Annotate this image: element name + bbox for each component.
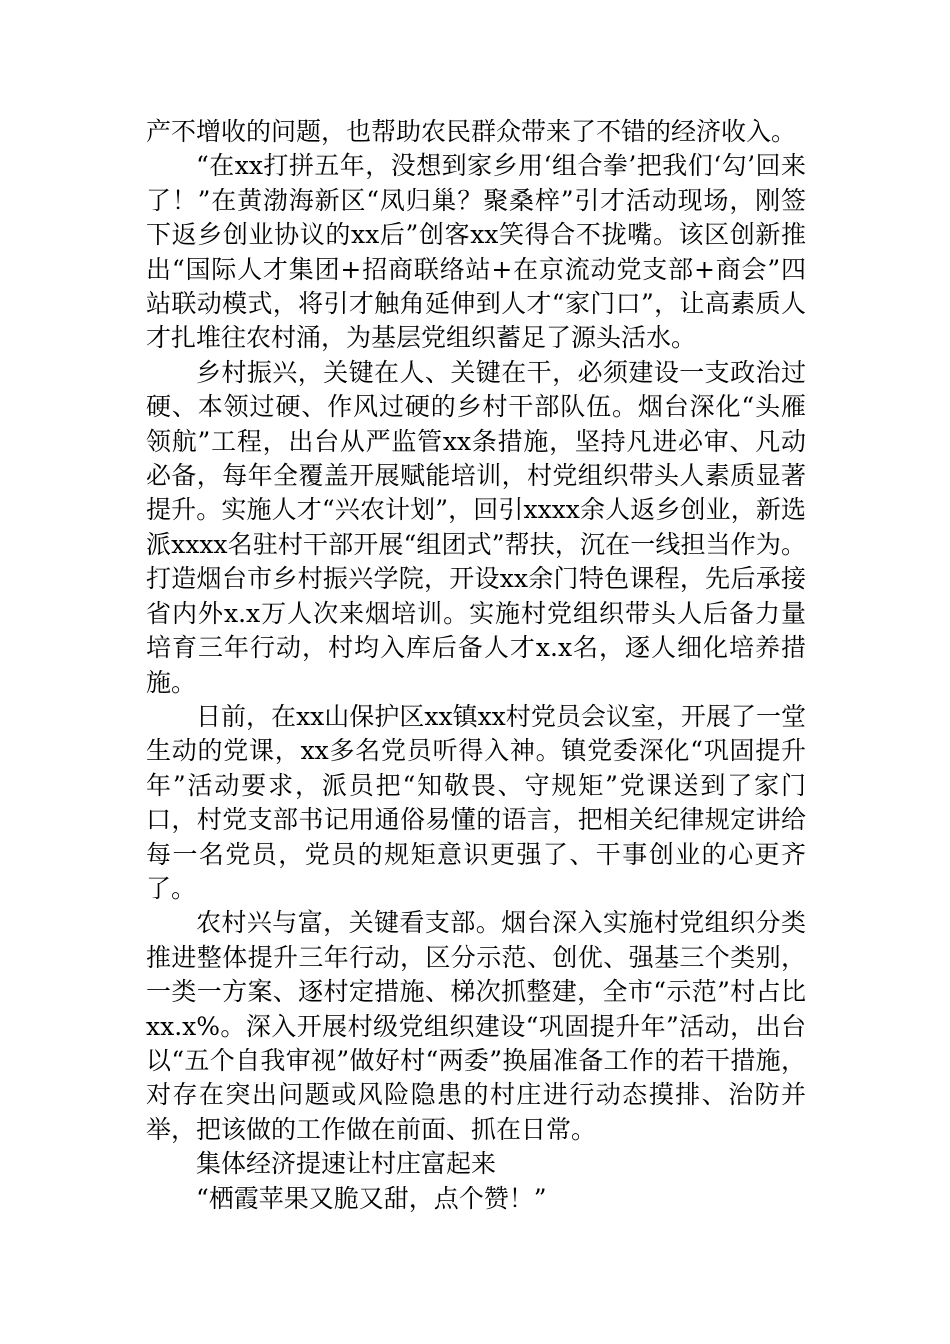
document-page — [146, 115, 806, 1216]
paragraph-2: “在xx打拼五年，没想到家乡用‘组合拳’把我们‘勾’回来了！”在黄渤海新区“凤归巢？聚桑梓”引才活动现场，刚签下返乡创业协议的xx后”创客xx笑得合不拢嘴。该区创新推出“国际人才集团+招商联络站+在京流动党支部+商会”四站联动模式，将引才触角延伸到人才“家门口”，让高素质人才扎堆往农村涌，为基层党组织蓄足了源头活水。 — [146, 151, 806, 353]
section-heading: 集体经济提速让村庄富起来 — [196, 1149, 497, 1179]
paragraph-1: 产不增收的问题，也帮助农民群众带来了不错的经济收入。 — [146, 117, 797, 146]
paragraph-6: “栖霞苹果又脆又甜，点个赞！” — [196, 1183, 547, 1213]
paragraph-5: 农村兴与富，关键看支部。烟台深入实施村党组织分类推进整体提升三年行动，区分示范、创优、强基三个类别，一类一方案、逐村定措施、梯次抓整建，全市“示范”村占比xx.x%。深入开展村级党组织建设“巩固提升年”活动，出台以“五个自我审视”做好村“两委”换届准备工作的若干措施，对存在突出问题或风险隐患的村庄进行动态摸排、治防并举，把该做的工作做在前面、抓在日常。 — [146, 908, 806, 1144]
paragraph-4: 日前，在xx山保护区xx镇xx村党员会议室，开展了一堂生动的党课，xx多名党员听得入神。镇党委深化“巩固提升年”活动要求，派员把“知敬畏、守规矩”党课送到了家门口，村党支部书记用通俗易懂的语言，把相关纪律规定讲给每一名党员，党员的规矩意识更强了、干事创业的心更齐了。 — [146, 701, 806, 903]
paragraph-3: 乡村振兴，关键在人、关键在干，必须建设一支政治过硬、本领过硬、作风过硬的乡村干部队伍。烟台深化“头雁领航”工程，出台从严监管xx条措施，坚持凡进必审、凡动必备，每年全覆盖开展赋能培训，村党组织带头人素质显著提升。实施人才“兴农计划”，回引xxxx余人返乡创业，新选派xxxx名驻村干部开展“组团式”帮扶，沉在一线担当作为。打造烟台市乡村振兴学院，开设xx余门特色课程，先后承接省内外x.x万人次来烟培训。实施村党组织带头人后备力量培育三年行动，村均入库后备人才x.x名，逐人细化培养措施。 — [146, 357, 806, 697]
